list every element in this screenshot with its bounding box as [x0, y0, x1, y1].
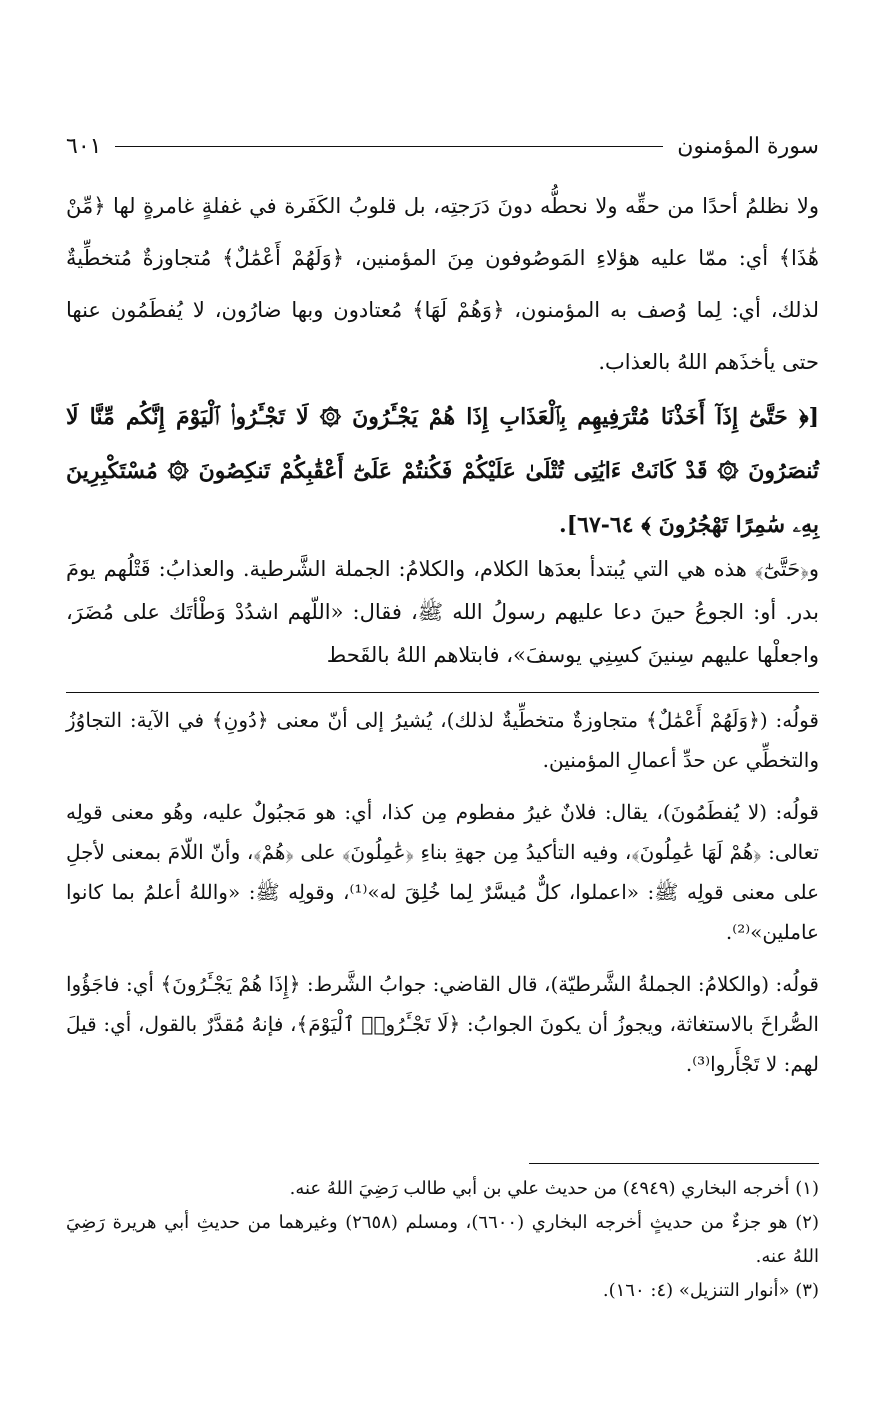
commentary-paragraph-2: قولُه: (لا يُفطَمُونَ)، يقال: فلانٌ غيرُ مفطوم مِن كذا، أي: هو مَجبُولٌ عليه، وهُو معنى قولِه تعالى: ﴿هُمْ لَهَا عَٰمِلُونَ﴾، وفيه التأكيدُ مِن جهةِ بناءِ ﴿عَٰمِلُونَ﴾ على ﴿هُمْ﴾، وأنّ اللّامَ بمعنى لأجلِ على معنى قولِه ﷺ: «اعملوا، كلٌّ مُيسَّرٌ لِما خُلِقَ له»⁽¹⁾، وقولِه ﷺ: «واللهُ أعلمُ بما كانوا عاملين»⁽²⁾.: [66, 800, 819, 944]
header-rule: [115, 146, 663, 147]
commentary-paragraph-3: قولُه: (والكلامُ: الجملةُ الشَّرطيّة)، قال القاضي: جوابُ الشَّرط: ﴿إِذَا هُمْ يَجْـَٔرُونَ﴾ أي: فاجَؤُوا الصُّراخَ بالاستغاثة، ويجوزُ أن يكونَ الجوابُ: ﴿لَا تَجْـَٔرُوا۟ ٱلْيَوْمَ﴾، فإنهُ مُقدَّرٌ بالقول، أي: قيلَ لهم: لا تَجْأَروا⁽³⁾.: [66, 972, 819, 1076]
commentary-section: [66, 700, 819, 1096]
footnotes-section: [66, 1172, 819, 1308]
page-number: ٦٠١: [66, 133, 102, 159]
quran-verses-text: [﴿ حَتَّىٰٓ إِذَآ أَخَذْنَا مُتْرَفِيهِم بِٱلْعَذَابِ إِذَا هُمْ يَجْـَٔرُونَ ۞ لَا تَجْـَٔرُوا۟ ٱلْيَوْمَ إِنَّكُم مِّنَّا لَا تُنصَرُونَ ۞ قَدْ كَانَتْ ءَايَٰتِى تُتْلَىٰ عَلَيْكُمْ فَكُنتُمْ عَلَىٰٓ أَعْقَٰبِكُمْ تَنكِصُونَ ۞ مُسْتَكْبِرِينَ بِهِۦ سَٰمِرًا تَهْجُرُونَ ﴾ ٦٤-٦٧].: [66, 404, 819, 538]
page-header: [66, 128, 819, 164]
footnote-3: (٣) «أنوار التنزيل» (٤: ١٦٠).: [602, 1280, 819, 1301]
footnote-1: (١) أخرجه البخاري (٤٩٤٩) من حديث علي بن أبي طالب رَضِيَ اللهُ عنه.: [289, 1178, 819, 1199]
main-paragraph-2: و﴿حَتَّىٰٓ﴾ هذه هي التي يُبتدأ بعدَها الكلام، والكلامُ: الجملة الشَّرطية. والعذابُ: قَتْلُهم يومَ بدر. أو: الجوعُ حينَ دعا عليهم رسولُ الله ﷺ، فقال: «اللّهم اشدُدْ وَطْأتَك على مُضَرَ، واجعلْها عليهم سِنينَ كسِنِي يوسفَ»، فابتلاهم اللهُ بالقَحط: [66, 557, 819, 667]
main-text: [66, 180, 819, 388]
quran-verses: [66, 390, 819, 552]
footnote-2: (٢) هو جزءٌ من حديثٍ أخرجه البخاري (٦٦٠٠)، ومسلم (٢٦٥٨) وغيرهما من حديثِ أبي هريرة رَضِيَ اللهُ عنه.: [66, 1212, 819, 1267]
main-text-2: [66, 548, 819, 677]
footnote-divider: [529, 1163, 819, 1164]
main-paragraph-1: ولا نظلمُ أحدًا من حقِّه ولا نحطُّه دونَ دَرَجتِه، بل قلوبُ الكَفَرة في غفلةٍ غامرةٍ لها ﴿مِّنْ هَٰذَا﴾ أي: ممّا عليه هؤلاءِ المَوصُوفون مِنَ المؤمنين، ﴿وَلَهُمْ أَعْمَٰلٌ﴾ مُتجاوزةٌ مُتخطِّيةٌ لذلك، أي: لِما وُصف به المؤمنون، ﴿وَهُمْ لَهَا﴾ مُعتادون وبها ضارُون، لا يُفطَمُون عنها حتى يأخذَهم اللهُ بالعذاب.: [66, 194, 819, 374]
commentary-paragraph-1: قولُه: (﴿وَلَهُمْ أَعْمَٰلٌ﴾ متجاوزةٌ متخطِّيةٌ لذلك)، يُشيرُ إلى أنّ معنى ﴿دُونِ﴾ في الآية: التجاوُزُ والتخطِّي عن حدِّ أعمالِ المؤمنين.: [66, 708, 819, 772]
surah-title: سورة المؤمنون: [677, 133, 819, 159]
commentary-divider: [66, 692, 819, 693]
